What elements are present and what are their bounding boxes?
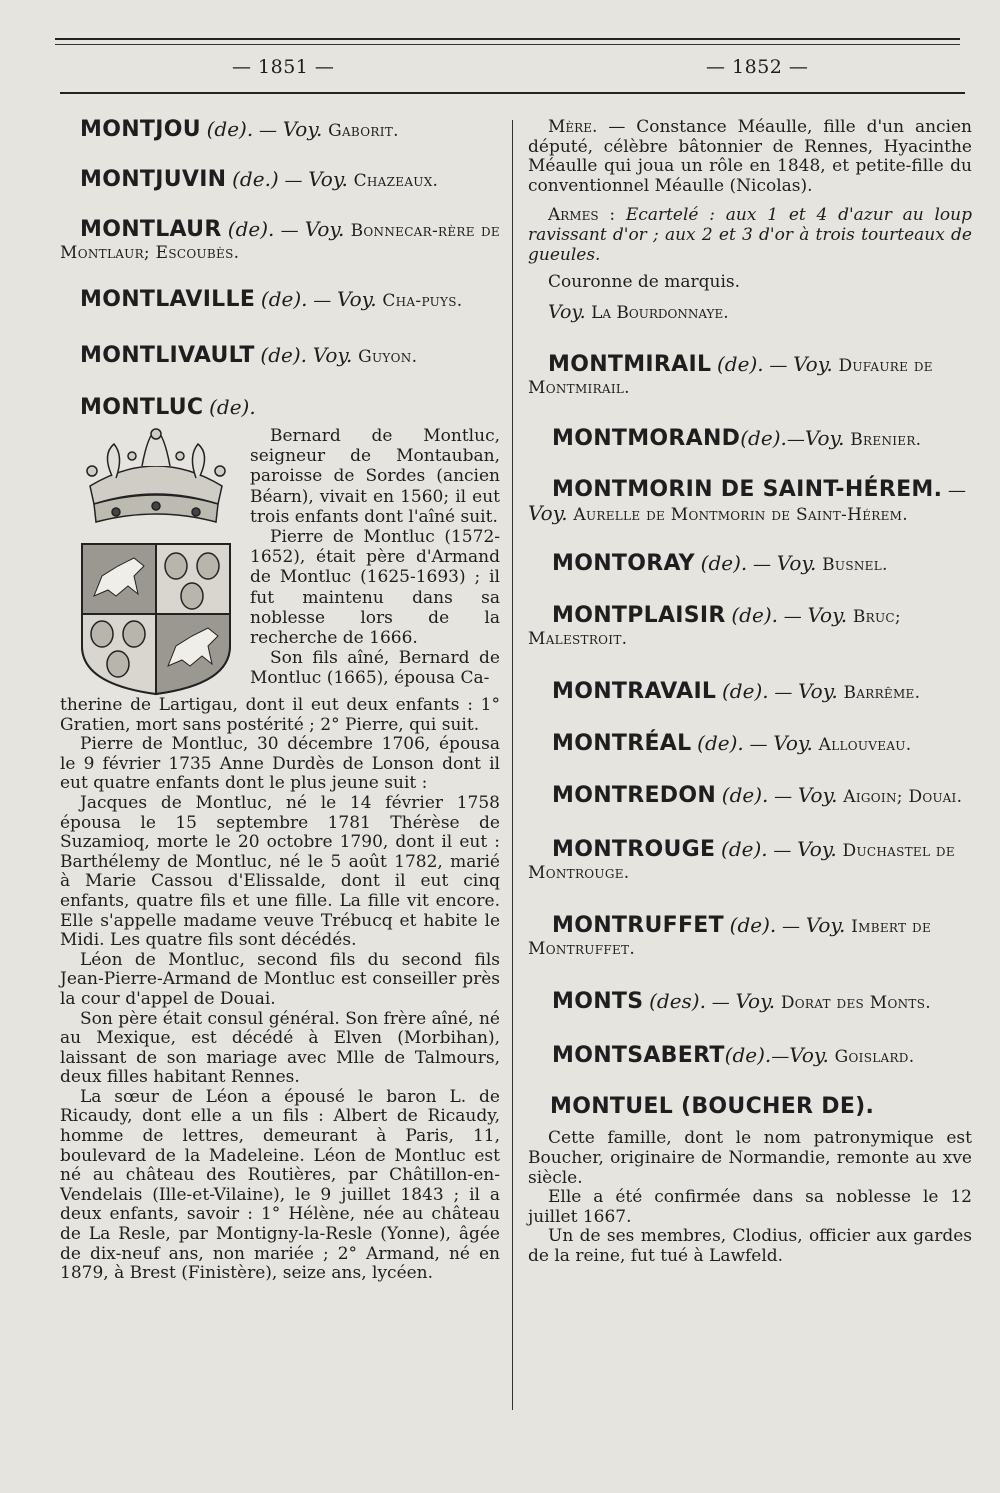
entry-dash: — xyxy=(749,734,768,756)
entry-dash: — xyxy=(773,840,792,862)
entry-name: MONTLUC xyxy=(80,395,204,420)
entry-particle: (de). xyxy=(721,837,768,862)
entry-voy: Voy. xyxy=(308,167,348,191)
page-number-left: — 1851 — xyxy=(232,56,335,78)
entry-voy: Voy. xyxy=(805,913,846,938)
entry-montreal xyxy=(552,732,972,756)
paragraph: Son père était consul général. Son frère aîné, né au Mexique, est décédé à Elven (Morbihan), laissant de son mariage avec Mlle de Talmours, deux filles habitant Rennes. xyxy=(60,1008,500,1088)
entry-voy: Voy. xyxy=(548,300,586,323)
crest-block xyxy=(60,426,500,696)
entry-dash: — xyxy=(769,355,788,377)
entry-particle: (de). xyxy=(260,287,308,311)
entry-ref: Bruc; Malestroit. xyxy=(528,607,901,650)
entry-dash: — xyxy=(774,682,793,704)
entry-dash: — xyxy=(753,554,771,576)
entry-particle: (de). xyxy=(724,1043,772,1068)
entry-voy: Voy. xyxy=(807,603,848,628)
entry-montuel xyxy=(550,1096,972,1119)
entry-montjuvin xyxy=(80,168,500,192)
entry-voy: Voy. xyxy=(336,287,377,311)
entry-ref: Dorat des Monts. xyxy=(780,993,931,1014)
entry-montrouge xyxy=(528,838,972,884)
entry-particle: (de). xyxy=(206,117,254,141)
entry-voy: Voy. xyxy=(804,426,845,451)
entry-particle: (de). xyxy=(722,679,769,704)
entry-monts xyxy=(552,990,972,1014)
mere-paragraph xyxy=(528,118,972,196)
entry-name: MONTSABERT xyxy=(552,1043,725,1069)
entry-particle: (de). xyxy=(731,603,778,628)
entry-particle: (des). xyxy=(649,989,706,1014)
entry-ref: Allouveau. xyxy=(818,735,912,756)
entry-name: MONTMIRAIL xyxy=(548,352,712,378)
entry-name: MONTJUVIN xyxy=(80,167,227,192)
paragraph: Jacques de Montluc, né le 14 février 1758 épousa le 15 septembre 1781 Thérèse de Suzamioq, morte le 20 octobre 1790, dont il eut : Barthélemy de Montluc, né le 5 août 1782, marié à Marie Cassou d'Elissalde, dont il eut cinq enfants, quatre fils et une fille. La fille vit encore. Elle s'appelle madame veuve Trébucq et habite le Midi. Les quatre fils sont décédés. xyxy=(60,792,500,951)
entry-particle: (de). xyxy=(700,551,748,576)
entry-voy: Voy. xyxy=(789,1043,829,1068)
entry-ref: Chazeaux. xyxy=(353,171,439,191)
entry-name: MONTREDON xyxy=(552,783,717,809)
entry-particle: (de). xyxy=(227,217,275,241)
entry-voy: Voy. xyxy=(797,783,838,808)
see-also-line xyxy=(528,300,972,324)
entry-voy: Voy. xyxy=(776,551,817,576)
entry-name: MONTRÉAL xyxy=(552,731,692,757)
entry-dash: — xyxy=(782,916,800,938)
header-rule-bottom xyxy=(60,92,965,94)
entry-ref: Goislard. xyxy=(834,1047,915,1068)
paragraph: Elle a été confirmée dans sa noblesse le 12 juillet 1667. xyxy=(528,1187,972,1227)
entry-name: MONTUEL (BOUCHER DE). xyxy=(550,1094,875,1120)
entry-montlaur xyxy=(60,218,500,264)
coat-of-arms-icon xyxy=(72,426,240,696)
entry-particle: (de.) xyxy=(232,167,279,191)
entry-ref: Barrême. xyxy=(843,683,921,704)
entry-ref: La Bourdonnaye. xyxy=(591,302,729,323)
entry-particle: (de). xyxy=(717,352,764,377)
paragraph: Léon de Montluc, second fils du second fils Jean-Pierre-Armand de Montluc est conseiller près la cour d'appel de Douai. xyxy=(60,949,500,1009)
entry-name: MONTLIVAULT xyxy=(80,343,255,368)
entry-montjou xyxy=(80,118,500,142)
right-column xyxy=(528,118,972,1267)
paragraph: therine de Lartigau, dont il eut deux enfants : 1° Gratien, mort sans postérité ; 2° Pierre, qui suit. xyxy=(60,695,500,735)
paragraph: Bernard de Montluc, seigneur de Montauban, paroisse de Sordes (ancien Béarn), vivait en 1560; il eut trois enfants dont l'aîné suit. xyxy=(250,426,500,527)
column-divider xyxy=(512,120,513,1410)
entry-name: MONTPLAISIR xyxy=(552,603,726,629)
entry-name: MONTS xyxy=(552,989,644,1015)
entry-montmirail xyxy=(528,353,972,399)
entry-voy: Voy. xyxy=(282,117,323,141)
mere-label: Mère. xyxy=(548,117,598,137)
entry-voy: Voy. xyxy=(735,989,776,1014)
page-number-right: — 1852 — xyxy=(706,56,809,78)
entry-dash: — xyxy=(948,480,967,502)
entry-name: MONTRUFFET xyxy=(552,913,724,939)
paragraph: Pierre de Montluc, 30 décembre 1706, épousa le 9 février 1735 Anne Durdès de Lonson dont il eut quatre enfants dont le plus jeune suit : xyxy=(60,734,500,794)
entry-montravail xyxy=(552,680,972,704)
entry-montplaisir xyxy=(528,604,972,650)
paragraph: La sœur de Léon a épousé le baron L. de Ricaudy, dont elle a un fils : Albert de Ricaudy, homme de lettres, demeurant à Paris, 11, boulevard de la Madeleine. Léon de Montluc est né au château des Routières, par Châtillon-en-Vendelais (Ille-et-Vilaine), le 9 juillet 1843 ; il a deux enfants, savoir : 1° Hélène, née au château de La Resle, par Montigny-la-Resle (Yonne), âgée de dix-neuf ans, non mariée ; 2° Armand, né en 1879, à Brest (Finistère), seize ans, lycéen. xyxy=(60,1086,500,1284)
entry-ref: Guyon. xyxy=(358,347,418,367)
entry-dash: — xyxy=(313,290,332,311)
entry-ref: Busnel. xyxy=(822,555,888,576)
entry-ref: Cha-puys. xyxy=(382,291,463,311)
entry-ref: Gaborit. xyxy=(328,121,399,141)
armes-paragraph xyxy=(528,206,972,265)
entry-dash: — xyxy=(786,429,805,451)
entry-name: MONTRAVAIL xyxy=(552,679,717,705)
entry-voy: Voy. xyxy=(304,217,345,241)
paragraph: Cette famille, dont le nom patronymique est Boucher, originaire de Normandie, remonte au xve siècle. xyxy=(528,1128,972,1188)
paragraph: Pierre de Montluc (1572-1652), était père d'Armand de Montluc (1625-1693) ; il fut maintenu dans sa noblesse lors de la recherche de 1666. xyxy=(250,527,500,649)
entry-montlaville xyxy=(60,288,500,312)
entry-voy: Voy. xyxy=(312,343,353,367)
entry-montredon xyxy=(528,784,972,808)
entry-name: MONTLAUR xyxy=(80,217,222,242)
entry-montlivault xyxy=(80,344,500,368)
entry-dash: — xyxy=(771,1046,790,1068)
entry-montmorin xyxy=(528,479,972,526)
header-rule-top-thin xyxy=(55,44,960,45)
entry-particle: (de). xyxy=(209,395,256,419)
entry-dash: — xyxy=(711,992,730,1014)
entry-montmorand xyxy=(552,427,972,451)
entry-name: MONTMORIN DE SAINT-HÉREM. xyxy=(552,477,943,503)
entry-particle: (de). xyxy=(740,426,787,451)
entry-dash: — xyxy=(258,120,277,141)
crest-text xyxy=(250,426,500,689)
entry-voy: Voy. xyxy=(797,837,837,862)
entry-ref: Dufaure de Montmirail. xyxy=(528,356,933,399)
entry-name: MONTJOU xyxy=(80,117,201,142)
entry-ref: Aurelle de Montmorin de Saint-Hérem. xyxy=(573,505,908,526)
entry-particle: (de). xyxy=(697,731,744,756)
entry-montoray xyxy=(552,552,972,576)
entry-montsabert xyxy=(552,1044,972,1068)
entry-particle: (de). xyxy=(721,783,769,808)
entry-montluc xyxy=(80,396,500,420)
paragraph: Un de ses membres, Clodius, officier aux gardes de la reine, fut tué à Lawfeld. xyxy=(528,1226,972,1266)
entry-ref: Aigoin; Douai. xyxy=(843,787,963,808)
armes-label: Armes : xyxy=(548,205,616,226)
entry-dash: — xyxy=(774,786,793,808)
couronne-line: Couronne de marquis. xyxy=(548,272,741,293)
entry-name: MONTMORAND xyxy=(552,426,741,452)
entry-dash: — xyxy=(280,220,299,241)
entry-ref: Brenier. xyxy=(850,430,922,451)
entry-ref: Imbert de Montruffet. xyxy=(528,917,932,960)
entry-voy: Voy. xyxy=(793,352,833,377)
mere-text: — Constance Méaulle, fille d'un ancien député, célèbre bâtonnier de Rennes, Hyacinthe Méaulle qui joua un rôle en 1848, et petite-fille du conventionnel Méaulle (Nicolas). xyxy=(528,117,973,196)
entry-voy: Voy. xyxy=(798,679,838,704)
armes-text: Ecartelé : aux 1 et 4 d'azur au loup ravissant d'or ; aux 2 et 3 d'or à trois tourteaux de gueules. xyxy=(528,205,972,265)
entry-name: MONTLAVILLE xyxy=(80,287,256,312)
left-column xyxy=(60,118,500,1284)
entry-dash: — xyxy=(783,606,802,628)
entry-voy: Voy. xyxy=(528,501,568,526)
entry-name: MONTORAY xyxy=(552,551,695,577)
entry-ref: Bonnecar-rère de Montlaur; Escoubès. xyxy=(60,221,500,263)
entry-name: MONTROUGE xyxy=(552,837,716,863)
entry-particle: (de). xyxy=(729,913,777,938)
entry-montruffet xyxy=(528,914,972,960)
entry-voy: Voy. xyxy=(773,731,813,756)
entry-dash: — xyxy=(284,170,303,191)
paragraph: Son fils aîné, Bernard de Montluc (1665), épousa Ca- xyxy=(250,648,500,689)
entry-particle: (de). xyxy=(260,343,307,367)
header-rule-top xyxy=(55,38,960,40)
entry-ref: Duchastel de Montrouge. xyxy=(528,841,955,884)
